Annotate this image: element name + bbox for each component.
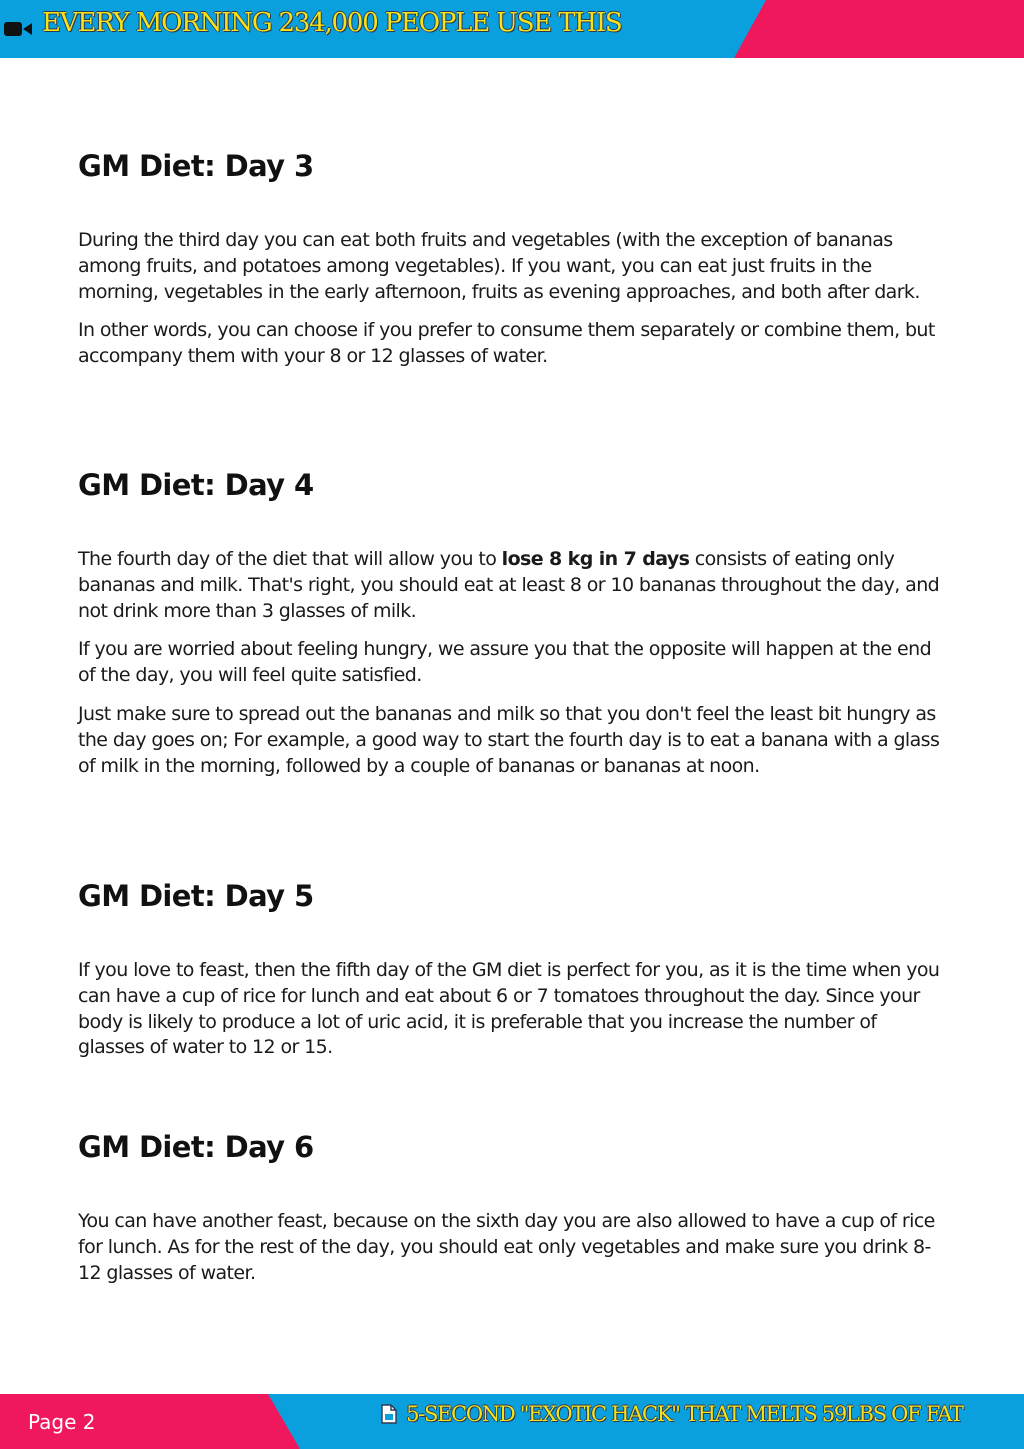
paragraph: If you are worried about feeling hungry, we assure you that the opposite will happen at the end of the day, you will feel quite satisfied. (78, 638, 932, 687)
paragraph: You can have another feast, because on the sixth day you are also allowed to have a cup of rice for lunch. As for the rest of the day, you should eat only vegetables and make sure you drink 8-12 glasses of water. (78, 1210, 935, 1284)
paragraph-text: consists of eating only bananas and milk. That's right, you should eat at least 8 or 10 bananas throughout the day, and not drink more than 3 glasses of milk. (78, 548, 940, 622)
paragraph: During the third day you can eat both fruits and vegetables (with the exception of bananas among fruits, and potatoes among vegetables). If you want, you can eat just fruits in the morning, vegetables in the early afternoon, fruits as evening approaches, and both after dark. (78, 229, 920, 303)
section-day-6 (78, 1129, 948, 1286)
section-heading: GM Diet: Day 5 (78, 879, 314, 913)
top-ad-banner[interactable] (0, 0, 1024, 58)
paragraph: If you love to feast, then the fifth day of the GM diet is perfect for you, as it is the time when you can have a cup of rice for lunch and eat about 6 or 7 tomatoes throughout the day. Since your body is likely to produce a lot of uric acid, it is preferable that you increase the number of glasses of water to 12 or 15. (78, 959, 940, 1059)
top-banner-text: EVERY MORNING 234,000 PEOPLE USE THIS (42, 8, 622, 38)
video-camera-icon (4, 21, 32, 37)
paragraph (78, 547, 948, 624)
section-day-4 (78, 467, 948, 779)
section-heading: GM Diet: Day 4 (78, 468, 314, 502)
section-day-5 (78, 878, 948, 1061)
paragraph-text: The fourth day of the diet that will allow you to (78, 548, 502, 570)
section-heading: GM Diet: Day 3 (78, 149, 314, 183)
bold-highlight: lose 8 kg in 7 days (501, 548, 690, 570)
footer-ad-text: 5-SECOND "EXOTIC HACK" THAT MELTS 59LBS OF FAT (406, 1402, 963, 1426)
page-number: Page 2 (28, 1410, 96, 1434)
document-icon (380, 1404, 398, 1424)
paragraph: In other words, you can choose if you prefer to consume them separately or combine them, but accompany them with your 8 or 12 glasses of water. (78, 319, 935, 368)
section-day-3 (78, 148, 948, 370)
section-heading: GM Diet: Day 6 (78, 1130, 314, 1164)
footer-ad-link[interactable] (380, 1402, 963, 1426)
banner-accent-wedge (734, 0, 1024, 58)
bottom-footer-banner (0, 1394, 1024, 1449)
paragraph: Just make sure to spread out the bananas and milk so that you don't feel the least bit hungry as the day goes on; For example, a good way to start the fourth day is to eat a banana with a glass of milk in the morning, followed by a couple of bananas or bananas at noon. (78, 702, 940, 777)
